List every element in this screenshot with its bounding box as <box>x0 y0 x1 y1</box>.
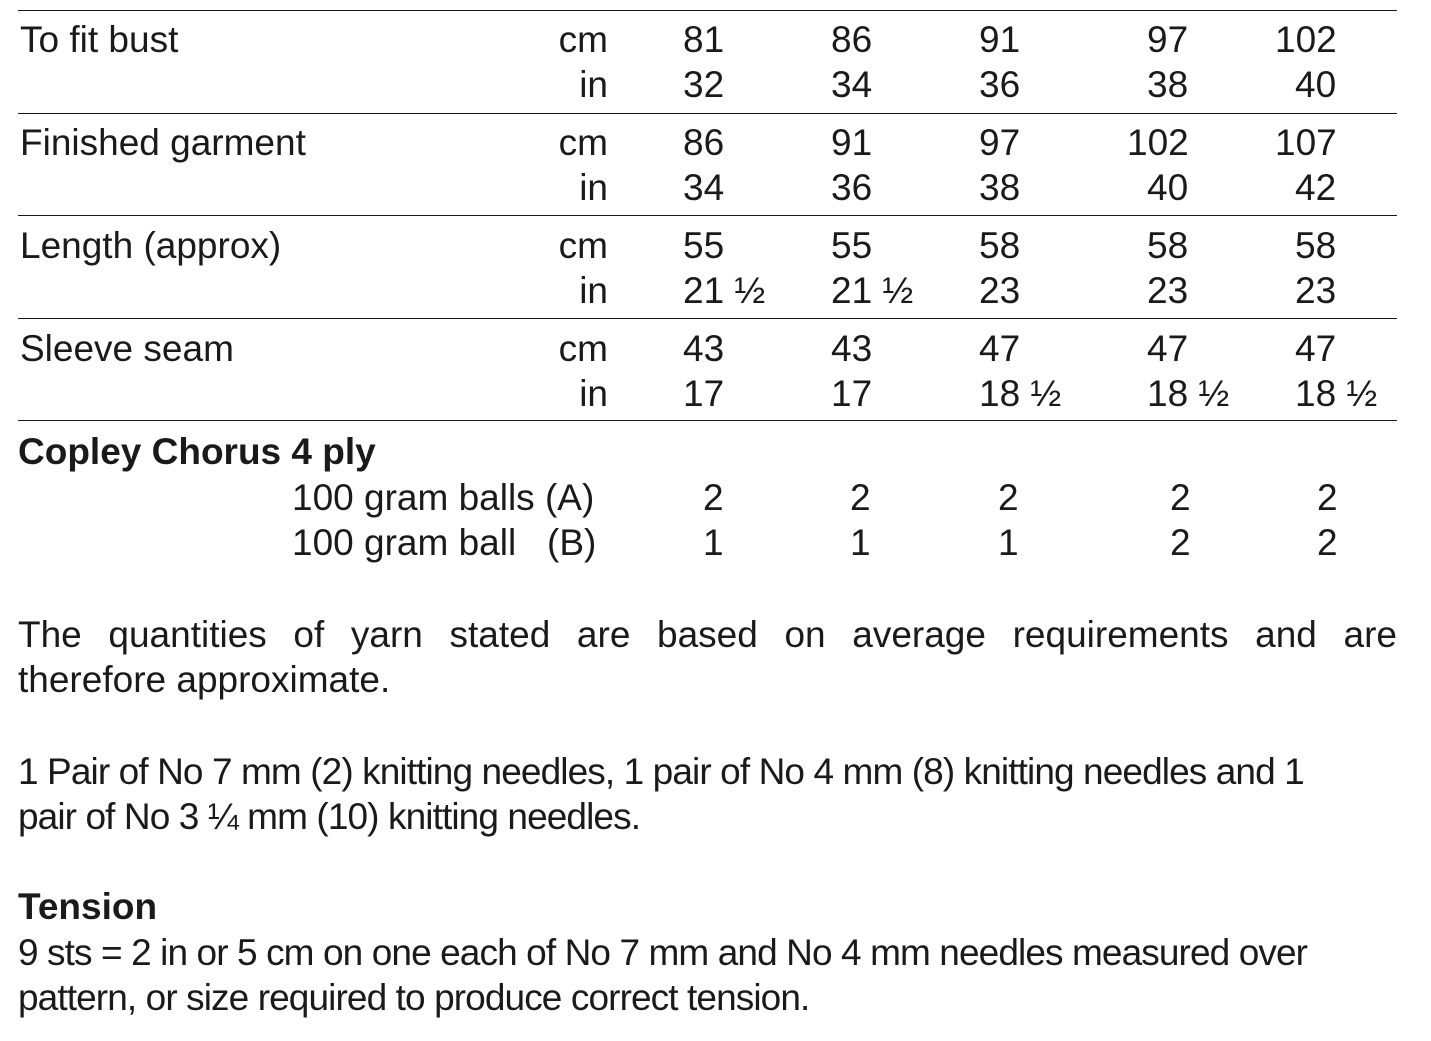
value-cell: 2 <box>1317 477 1338 518</box>
quantities-word: The <box>18 614 82 655</box>
quantities-word: quantities <box>108 614 267 655</box>
value-cell: 23 <box>979 270 1021 311</box>
yarn-heading: Copley Chorus 4 ply <box>18 431 376 472</box>
needles-line-1: 1 Pair of No 7 mm (2) knitting needles, 1 pair of No 4 mm (8) knitting needles and 1 <box>18 751 1304 792</box>
value-cell: 42 <box>1295 167 1337 208</box>
value-cell: 97 <box>1147 19 1189 60</box>
value-cell: 23 <box>1147 270 1189 311</box>
value-cell: 34 <box>683 167 725 208</box>
unit-in: in <box>579 167 608 208</box>
value-cell: 58 <box>1295 225 1337 266</box>
value-cell: 18 ½ <box>1295 373 1378 414</box>
value-cell: 38 <box>1147 64 1189 105</box>
unit-cm: cm <box>558 225 608 266</box>
row-label: Sleeve seam <box>20 328 234 369</box>
quantities-word: average <box>852 614 986 655</box>
value-cell: 1 <box>703 522 724 563</box>
quantities-line-2: therefore approximate. <box>18 659 391 700</box>
value-cell: 43 <box>683 328 725 369</box>
rule-2 <box>18 215 1397 216</box>
unit-in: in <box>579 270 608 311</box>
value-cell: 86 <box>683 122 725 163</box>
tension-heading: Tension <box>18 886 158 927</box>
value-cell: 55 <box>831 225 873 266</box>
unit-in: in <box>579 373 608 414</box>
value-cell: 36 <box>831 167 873 208</box>
value-cell: 2 <box>850 477 871 518</box>
quantities-word: are <box>1343 614 1397 655</box>
rule-top <box>18 10 1397 11</box>
row-label: To fit bust <box>20 19 179 60</box>
needles-note <box>18 749 1397 839</box>
yarn-row-label: 100 gram balls (A) <box>292 477 595 518</box>
value-cell: 47 <box>1147 328 1189 369</box>
rule-4 <box>18 420 1397 421</box>
value-cell: 1 <box>850 522 871 563</box>
value-cell: 47 <box>1295 328 1337 369</box>
value-cell: 18 ½ <box>979 373 1062 414</box>
quantities-note <box>18 612 1397 702</box>
row-label: Finished garment <box>20 122 306 163</box>
value-cell: 38 <box>979 167 1021 208</box>
unit-cm: cm <box>558 328 608 369</box>
quantities-word: of <box>293 614 325 655</box>
value-cell: 102 <box>1127 122 1189 163</box>
value-cell: 18 ½ <box>1147 373 1230 414</box>
value-cell: 43 <box>831 328 873 369</box>
unit-cm: cm <box>558 19 608 60</box>
value-cell: 47 <box>979 328 1021 369</box>
value-cell: 91 <box>979 19 1021 60</box>
needles-line-2: pair of No 3 ¼ mm (10) knitting needles. <box>18 796 641 837</box>
value-cell: 55 <box>683 225 725 266</box>
value-cell: 81 <box>683 19 725 60</box>
value-cell: 2 <box>1317 522 1338 563</box>
unit-cm: cm <box>558 122 608 163</box>
tension-line-2: pattern, or size required to produce correct tension. <box>18 977 810 1018</box>
value-cell: 34 <box>831 64 873 105</box>
value-cell: 23 <box>1295 270 1337 311</box>
value-cell: 2 <box>998 477 1019 518</box>
rule-3 <box>18 318 1397 319</box>
value-cell: 21 ½ <box>831 270 914 311</box>
value-cell: 86 <box>831 19 873 60</box>
value-cell: 36 <box>979 64 1021 105</box>
value-cell: 58 <box>979 225 1021 266</box>
quantities-word: are <box>576 614 631 655</box>
row-label: Length (approx) <box>20 225 282 266</box>
quantities-word: requirements <box>1012 614 1229 655</box>
value-cell: 58 <box>1147 225 1189 266</box>
value-cell: 32 <box>683 64 725 105</box>
value-cell: 1 <box>998 522 1019 563</box>
rule-1 <box>18 113 1397 114</box>
value-cell: 91 <box>831 122 873 163</box>
value-cell: 97 <box>979 122 1021 163</box>
value-cell: 2 <box>1170 477 1191 518</box>
value-cell: 17 <box>831 373 873 414</box>
yarn-row-label: 100 gram ball (B) <box>292 522 597 563</box>
value-cell: 17 <box>683 373 725 414</box>
quantities-word: and <box>1255 614 1317 655</box>
value-cell: 21 ½ <box>683 270 766 311</box>
unit-in: in <box>579 64 608 105</box>
tension-line-1: 9 sts = 2 in or 5 cm on one each of No 7 mm and No 4 mm needles measured over <box>18 932 1308 973</box>
quantities-word: yarn <box>350 614 423 655</box>
value-cell: 2 <box>1170 522 1191 563</box>
value-cell: 102 <box>1275 19 1337 60</box>
quantities-word: on <box>784 614 826 655</box>
quantities-line-1 <box>18 612 1397 657</box>
quantities-word: stated <box>449 614 551 655</box>
value-cell: 2 <box>703 477 724 518</box>
value-cell: 107 <box>1275 122 1337 163</box>
value-cell: 40 <box>1295 64 1337 105</box>
tension-text <box>18 930 1397 1020</box>
quantities-word: based <box>657 614 758 655</box>
value-cell: 40 <box>1147 167 1189 208</box>
